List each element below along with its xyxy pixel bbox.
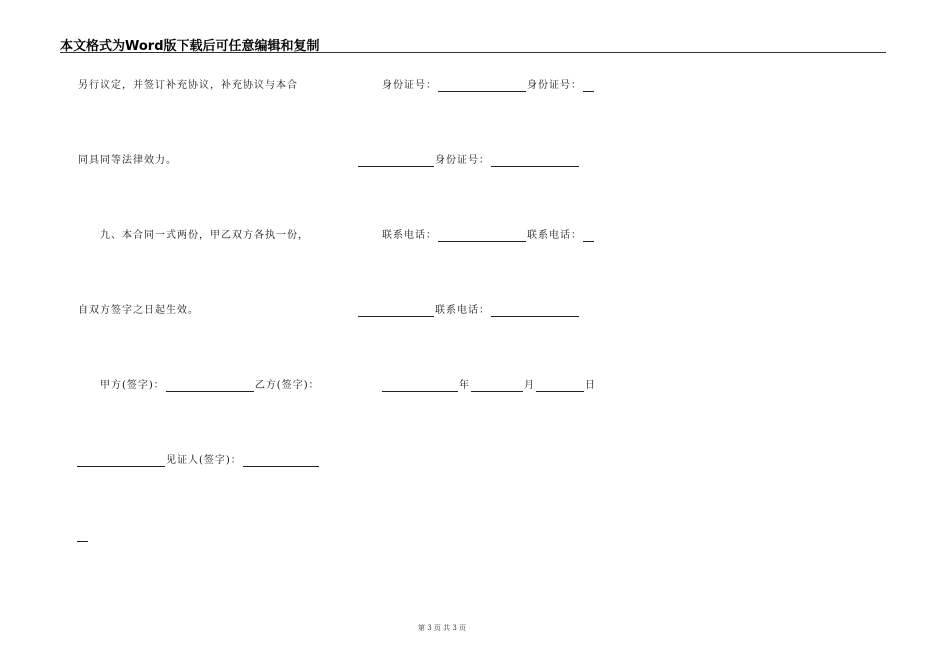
id-blank-party-b-start — [583, 81, 594, 92]
phone-blank-witness — [491, 306, 579, 317]
phone-blank-party-b-end — [358, 306, 434, 317]
id-blank-party-a — [438, 81, 526, 92]
header-divider — [60, 52, 886, 53]
phone-line-1 — [382, 230, 595, 242]
id-label-party-a: 身份证号： — [382, 80, 437, 91]
body-line-2: 同具同等法律效力。 — [78, 155, 177, 166]
page-number-footer: 第 3 页 共 3 页 — [417, 624, 467, 632]
id-label-witness: 身份证号： — [435, 155, 490, 166]
id-blank-party-b-end — [358, 156, 434, 167]
signature-line-parties — [100, 380, 320, 392]
phone-line-2 — [357, 305, 580, 317]
id-label-party-b: 身份证号： — [527, 80, 582, 91]
id-blank-witness — [491, 156, 579, 167]
body-line-3: 九、本合同一式两份，甲乙双方各执一份， — [100, 230, 309, 241]
party-b-signature-blank — [77, 456, 165, 467]
phone-label-party-a: 联系电话： — [382, 230, 437, 241]
witness-signature-blank — [243, 456, 319, 467]
party-a-label: 甲方(签字)： — [100, 380, 165, 391]
year-label: 年 — [459, 380, 470, 391]
body-line-4: 自双方签字之日起生效。 — [78, 305, 199, 316]
month-blank — [471, 381, 523, 392]
witness-label: 见证人(签字)： — [166, 455, 242, 466]
party-b-label: 乙方(签字)： — [254, 380, 320, 391]
document-header-title: 本文格式为Word版下载后可任意编辑和复制 — [60, 39, 320, 54]
date-line — [381, 380, 596, 392]
phone-label-party-b: 联系电话： — [527, 230, 582, 241]
month-label: 月 — [524, 380, 535, 391]
year-blank — [382, 381, 458, 392]
party-a-signature-blank — [166, 381, 254, 392]
body-line-1: 另行议定，并签订补充协议，补充协议与本合 — [78, 80, 298, 91]
id-number-line-2 — [357, 155, 580, 167]
phone-blank-party-a — [438, 231, 526, 242]
witness-signature-blank-tail — [77, 531, 88, 542]
day-label: 日 — [585, 380, 596, 391]
day-blank — [536, 381, 584, 392]
witness-blank-continuation — [76, 530, 89, 542]
phone-blank-party-b-start — [583, 231, 594, 242]
signature-line-witness — [76, 455, 320, 467]
phone-label-witness: 联系电话： — [435, 305, 490, 316]
id-number-line-1 — [382, 80, 595, 92]
